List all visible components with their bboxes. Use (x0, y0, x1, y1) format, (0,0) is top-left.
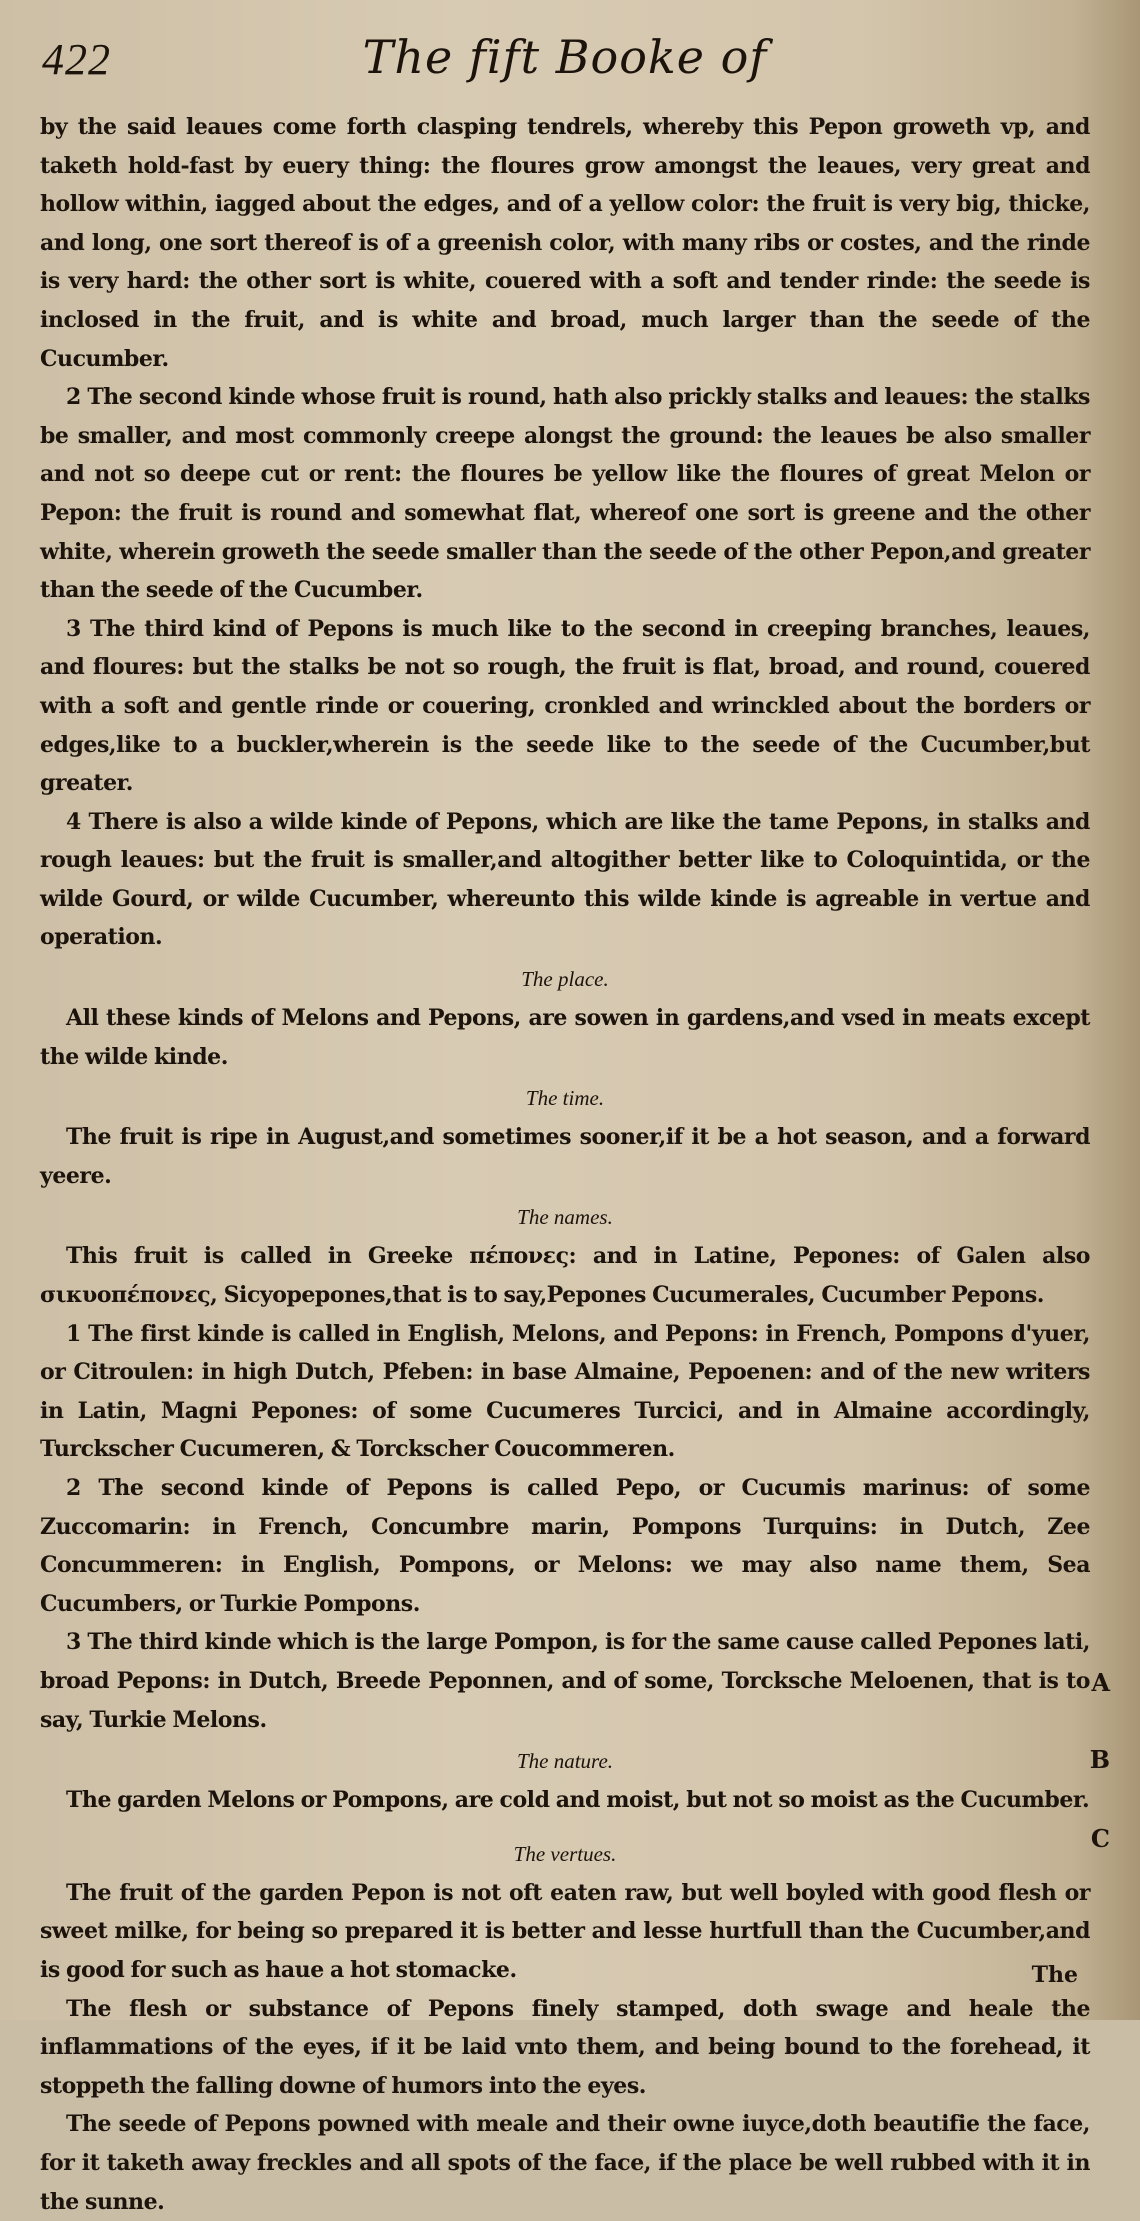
time-text: The fruit is ripe in August,and sometimes sooner,if it be a hot season, and a forward yeere. (40, 1124, 1090, 1189)
description-continued: by the said leaues come forth clasping tendrels, whereby this Pepon groweth vp, and taketh hold-fast by euery thing: the floures grow amongst the leaues, very great and hollow within, iagged about the edges, and of a yellow color: the fruit is very big, thicke, and long, one sort thereof is of a greenish color, with many ribs or costes, and the rinde is very hard: the other sort is white, couered with a soft and tender rinde: the seede is inclosed in the fruit, and is white and broad, much larger than the seede of the Cucumber. (40, 114, 1090, 372)
body-text (40, 108, 1090, 2221)
margin-letter-b: B (1089, 1745, 1110, 1774)
page-header (40, 30, 1090, 100)
names-text: This fruit is called in Greeke πέπονες: and in Latine, Pepones: of Galen also σικυοπέπονες, Sicyopepones,that is to say,Pepones Cucumerales, Cucumber Pepons. (40, 1243, 1090, 1309)
description-second-kind: 2 The second kinde whose fruit is round, hath also prickly stalks and leaues: the stalks be smaller, and most commonly creepe alongst the ground: the leaues be also smaller and not so deepe cut or rent: the floures be yellow like the floures of great Melon or Pepon: the fruit is round and somewhat flat, whereof one sort is greene and the other white, wherein groweth the seede smaller than the seede of the other Pepon,and greater than the seede of the Cucumber. (40, 384, 1090, 604)
names-third-kind: 3 The third kinde which is the large Pompon, is for the same cause called Pepones lati, broad Pepons: in Dutch, Breede Peponnen, and of some, Torcksche Meloenen, that is to say, Turkie Melons. (40, 1629, 1090, 1733)
vertues-text-a: The fruit of the garden Pepon is not oft eaten raw, but well boyled with good flesh or sweet milke, for being so prepared it is better and lesse hurtfull than the Cucumber,and is good for such as haue a hot stomacke. (40, 1879, 1090, 1983)
description-third-kind: 3 The third kind of Pepons is much like to the second in creeping branches, leaues, and floures: but the stalks be not so rough, the fruit is flat, broad, and round, couered with a soft and gentle rinde or couering, cronkled and wrinckled about the borders or edges,like to a buckler,wherein is the seede like to the seede of the Cucumber,but greater. (40, 615, 1090, 797)
heading-nature: The nature. (516, 1749, 614, 1774)
names-first-kind: 1 The first kinde is called in English, Melons, and Pepons: in French, Pompons d'yuer, or Citroulen: in high Dutch, Pfeben: in base Almaine, Pepoenen: and of the new writers in Latin, Magni Pepones: of some Cucumeres Turcici, and in Almaine accordingly, Turckscher Cucumeren, & Torckscher Coucommeren. (40, 1320, 1090, 1463)
heading-names: The names. (517, 1205, 613, 1230)
margin-letter-a: A (1091, 1668, 1110, 1697)
nature-text: The garden Melons or Pompons, are cold and moist, but not so moist as the Cucumber. (66, 1787, 1090, 1814)
running-head: The fift Booke of (362, 30, 768, 84)
heading-place: The place. (521, 967, 609, 992)
heading-time: The time. (525, 1086, 605, 1111)
heading-vertues: The vertues. (513, 1841, 617, 1866)
margin-letter-c: C (1090, 1824, 1110, 1853)
catchword: The (1031, 1962, 1078, 1988)
names-second-kind: 2 The second kinde of Pepons is called Pepo, or Cucumis marinus: of some Zuccomarin: in French, Concumbre marin, Pompons Turquins: in Dutch, Zee Concummeren: in English, Pompons, or Melons: we may also name them, Sea Cucumbers, or Turkie Pompons. (40, 1475, 1090, 1617)
vertues-text-b: The flesh or substance of Pepons finely stamped, doth swage and heale the inflammations of the eyes, if it be laid vnto them, and being bound to the forehead, it stoppeth the falling downe of humors into the eyes. (40, 1995, 1090, 2099)
description-wild-kind: 4 There is also a wilde kinde of Pepons, which are like the tame Pepons, in stalks and rough leaues: but the fruit is smaller,and altogither better like to Coloquintida, or the wilde Gourd, or wilde Cucumber, whereunto this wilde kinde is agreable in vertue and operation. (40, 808, 1090, 951)
page-number: 422 (42, 35, 111, 84)
vertues-text-c: The seede of Pepons powned with meale and their owne iuyce,doth beautifie the face, for it taketh away freckles and all spots of the face, if the place be well rubbed with it in the sunne. (40, 2111, 1090, 2215)
place-text: All these kinds of Melons and Pepons, are sowen in gardens,and vsed in meats except the wilde kinde. (40, 1005, 1090, 1070)
